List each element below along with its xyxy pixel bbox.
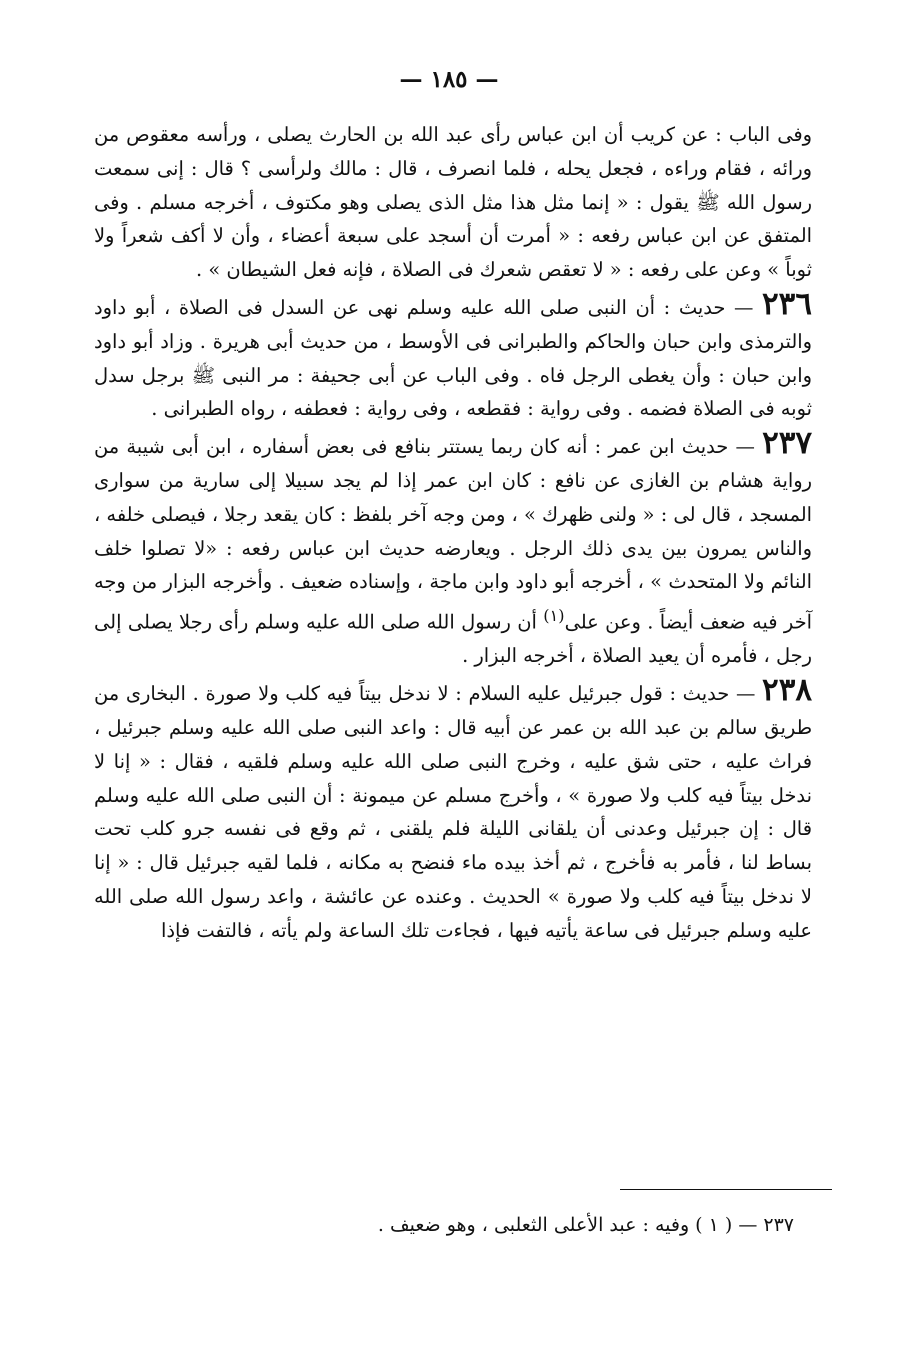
- hadith-237-paragraph: [94, 425, 813, 673]
- hadith-237-text-continued: أن رسول الله صلى الله عليه وسلم رأى رجلا يصلى إلى رجل ، فأمره أن يعيد الصلاة ، أخرجه البزار .: [94, 610, 812, 668]
- intro-paragraph: وفى الباب : عن كريب أن ابن عباس رأى عبد الله بن الحارث يصلى ، ورأسه معقوص من ورائه ، فقام وراءه ، فجعل يحله ، فلما انصرف ، قال : مالك ولرأسى ؟ قال : إنى سمعت رسول الله ﷺ يقول : « إنما مثل هذا مثل الذى يصلى وهو مكتوف ، أخرجه مسلم . وفى المتفق عن ابن عباس رفعه : « أمرت أن أسجد على سبعة أعضاء ، وأن لا أكف شعراً ولا ثوباً » وعن على رفعه : « لا تعقص شعرك فى الصلاة ، فإنه فعل الشيطان » .: [94, 123, 812, 282]
- hadith-number-238: ٢٣٨: [762, 672, 812, 709]
- footnote: ٢٣٧ — ( ١ ) وفيه : عبد الأعلى الثعلبى ، وهو ضعيف .: [377, 1214, 794, 1236]
- hadith-236-text: — حديث : أن النبى صلى الله عليه وسلم نهى عن السدل فى الصلاة ، أبو داود والترمذى وابن حبان والحاكم والطبرانى فى الأوسط ، من حديث أبى هريرة . وزاد أبو داود وابن حبان : وأن يغطى الرجل فاه . وفى الباب عن أبى جحيفة : مر النبى ﷺ برجل سدل ثوبه فى الصلاة فضمه . وفى رواية : فقطعه ، وفى رواية : فعطفه ، رواه الطبرانى .: [94, 295, 812, 421]
- hadith-number-236: ٢٣٦: [762, 285, 812, 322]
- hadith-number-237: ٢٣٧: [762, 425, 813, 462]
- hadith-237-text: — حديث ابن عمر : أنه كان ربما يستتر بنافع فى بعض أسفاره ، ابن أبى شيبة من رواية هشام بن الغازى عن نافع : كان ابن عمر إذا لم يجد سبيلا إلى سارية من سوارى المسجد ، قال لى : « ولنى ظهرك » ، ومن وجه آخر بلفظ : كان يقعد رجلا ، فيصلى خلفه ، والناس يمرون بين يدى ذلك الرجل . ويعارضه حديث ابن عباس رفعه : «لا تصلوا خلف النائم ولا المتحدث » ، أخرجه أبو داود وابن ماجة ، وإسناده ضعيف . وأخرجه البزار من وجه آخر فيه ضعف أيضاً . وعن على: [94, 435, 812, 634]
- page-number: — ١٨٥ —: [399, 66, 499, 93]
- footnote-divider: [620, 1189, 832, 1190]
- main-text: [94, 118, 812, 948]
- hadith-236-paragraph: [94, 285, 812, 426]
- hadith-238-text: — حديث : قول جبرئيل عليه السلام : لا ندخل بيتاً فيه كلب ولا صورة . البخارى من طريق سالم بن عبد الله بن عمر عن أبيه قال : واعد النبى صلى الله عليه وسلم جبرئيل ، فراث عليه ، حتى شق عليه ، وخرج النبى صلى الله عليه وسلم فلقيه ، فقال : « إنا لا ندخل بيتاً فيه كلب ولا صورة » ، وأخرج مسلم عن ميمونة : أن النبى صلى الله عليه وسلم قال : إن جبرئيل وعدنى أن يلقانى الليلة فلم يلقنى ، ثم وقع فى نفسه جرو كلب تحت بساط لنا ، فأمر به فأخرج ، ثم أخذ بيده ماء فنضح به مكانه ، فلما لقيه جبرئيل قال : « إنا لا ندخل بيتاً فيه كلب ولا صورة » الحديث . وعنده عن عائشة ، واعد رسول الله صلى الله عليه وسلم جبرئيل فى ساعة يأتيه فيها ، فجاءت تلك الساعة ولم يأته ، فالتفت فإذا: [94, 682, 812, 942]
- hadith-238-paragraph: [94, 672, 812, 947]
- footnote-reference: (١): [543, 606, 565, 626]
